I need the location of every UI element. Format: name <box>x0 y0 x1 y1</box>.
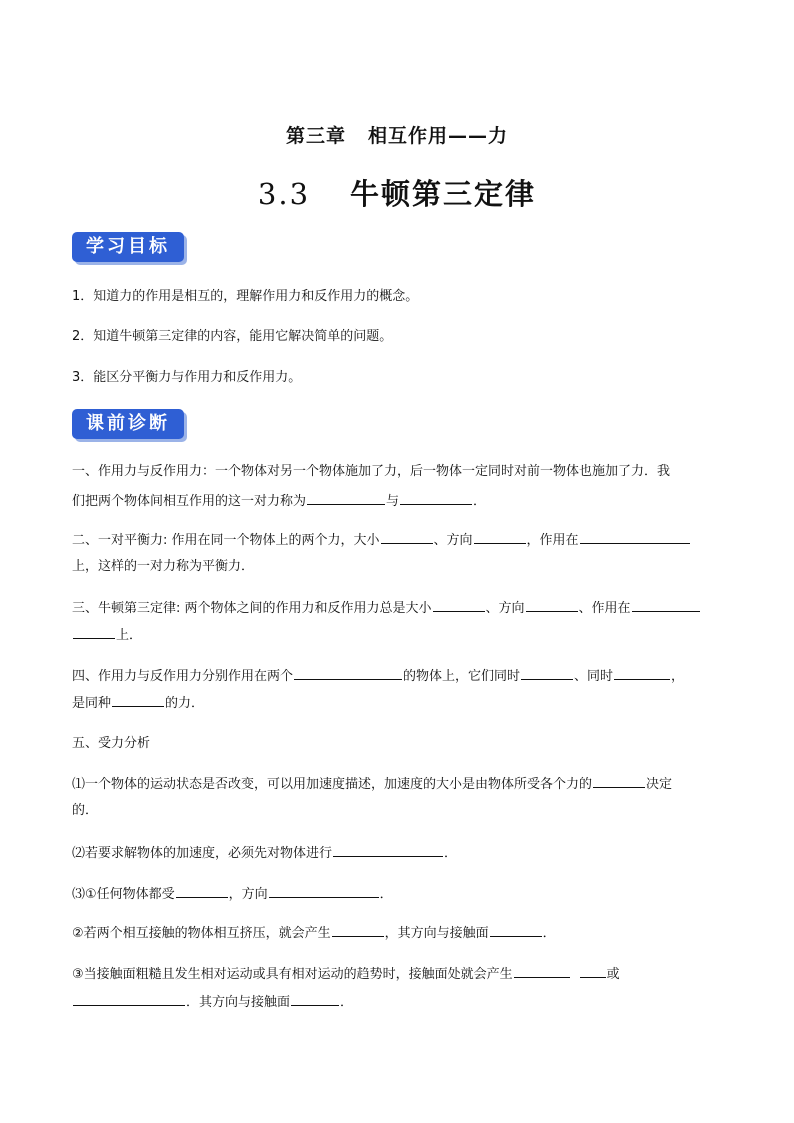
answer-blank[interactable] <box>632 597 700 612</box>
question-3-line-1: 三、牛顿第三定律: 两个物体之间的作用力和反作用力总是大小 、方向 、作用在 <box>72 597 724 619</box>
question-5-1-line-1: ⑴一个物体的运动状态是否改变，可以用加速度描述，加速度的大小是由物体所受各个力的 决定 <box>72 773 724 795</box>
answer-blank[interactable] <box>381 529 433 544</box>
question-5-5-line-2: ．其方向与接触面 ． <box>72 991 724 1013</box>
diagnosis-badge: 课前诊断 <box>72 409 184 439</box>
section-title: 牛顿第三定律 <box>350 177 537 211</box>
answer-blank[interactable] <box>333 842 443 857</box>
answer-blank[interactable] <box>294 665 402 680</box>
answer-blank[interactable] <box>291 991 339 1006</box>
answer-blank[interactable] <box>332 922 384 937</box>
objective-item: 3．能区分平衡力与作用力和反作用力。 <box>72 370 302 385</box>
answer-blank[interactable] <box>433 597 485 612</box>
answer-blank[interactable] <box>490 922 542 937</box>
answer-blank[interactable] <box>580 963 606 978</box>
answer-blank[interactable] <box>521 665 573 680</box>
question-5-heading: 五、受力分析 <box>72 736 151 751</box>
objectives-badge: 学习目标 <box>72 232 184 262</box>
answer-blank[interactable] <box>269 883 379 898</box>
answer-blank[interactable] <box>580 529 690 544</box>
answer-blank[interactable] <box>73 991 185 1006</box>
question-1-line-1: 一、作用力与反作用力：一个物体对另一个物体施加了力，后一物体一定同时对前一物体也施加了力．我 <box>72 464 671 479</box>
answer-blank[interactable] <box>73 624 115 639</box>
answer-blank[interactable] <box>400 490 472 505</box>
question-5-4: ②若两个相互接触的物体相互挤压，就会产生 ，其方向与接触面 ． <box>72 922 724 944</box>
question-5-5-line-1: ③当接触面粗糙且发生相对运动或具有相对运动的趋势时，接触面处就会产生 或 <box>72 963 724 985</box>
chapter-heading <box>0 121 794 148</box>
question-1-line-2: 们把两个物体间相互作用的这一对力称为 与 ． <box>72 490 724 512</box>
question-5-2: ⑵若要求解物体的加速度，必须先对物体进行 ． <box>72 842 724 864</box>
question-2-line-1: 二、一对平衡力: 作用在同一个物体上的两个力，大小 、方向 ，作用在 <box>72 529 724 551</box>
question-2-line-2: 上，这样的一对力称为平衡力． <box>72 559 255 574</box>
chapter-number: 第三章 <box>285 125 346 147</box>
answer-blank[interactable] <box>112 692 164 707</box>
answer-blank[interactable] <box>593 773 645 788</box>
question-3-line-2: 上． <box>72 624 724 646</box>
objective-item: 2．知道牛顿第三定律的内容，能用它解决简单的问题。 <box>72 329 393 344</box>
objective-item: 1．知道力的作用是相互的，理解作用力和反作用力的概念。 <box>72 289 419 304</box>
question-4-line-1: 四、作用力与反作用力分别作用在两个 的物体上，它们同时 、同时 ， <box>72 665 724 687</box>
question-4-line-2: 是同种 的力． <box>72 692 724 714</box>
answer-blank[interactable] <box>526 597 578 612</box>
answer-blank[interactable] <box>614 665 670 680</box>
section-number: 3.3 <box>257 177 311 211</box>
chapter-title: 相互作用——力 <box>368 125 509 147</box>
question-5-3: ⑶①任何物体都受 ，方向 ． <box>72 883 724 905</box>
answer-blank[interactable] <box>176 883 228 898</box>
section-heading <box>0 172 794 213</box>
question-5-1-line-2: 的． <box>72 803 99 818</box>
answer-blank[interactable] <box>514 963 570 978</box>
answer-blank[interactable] <box>474 529 526 544</box>
answer-blank[interactable] <box>307 490 385 505</box>
